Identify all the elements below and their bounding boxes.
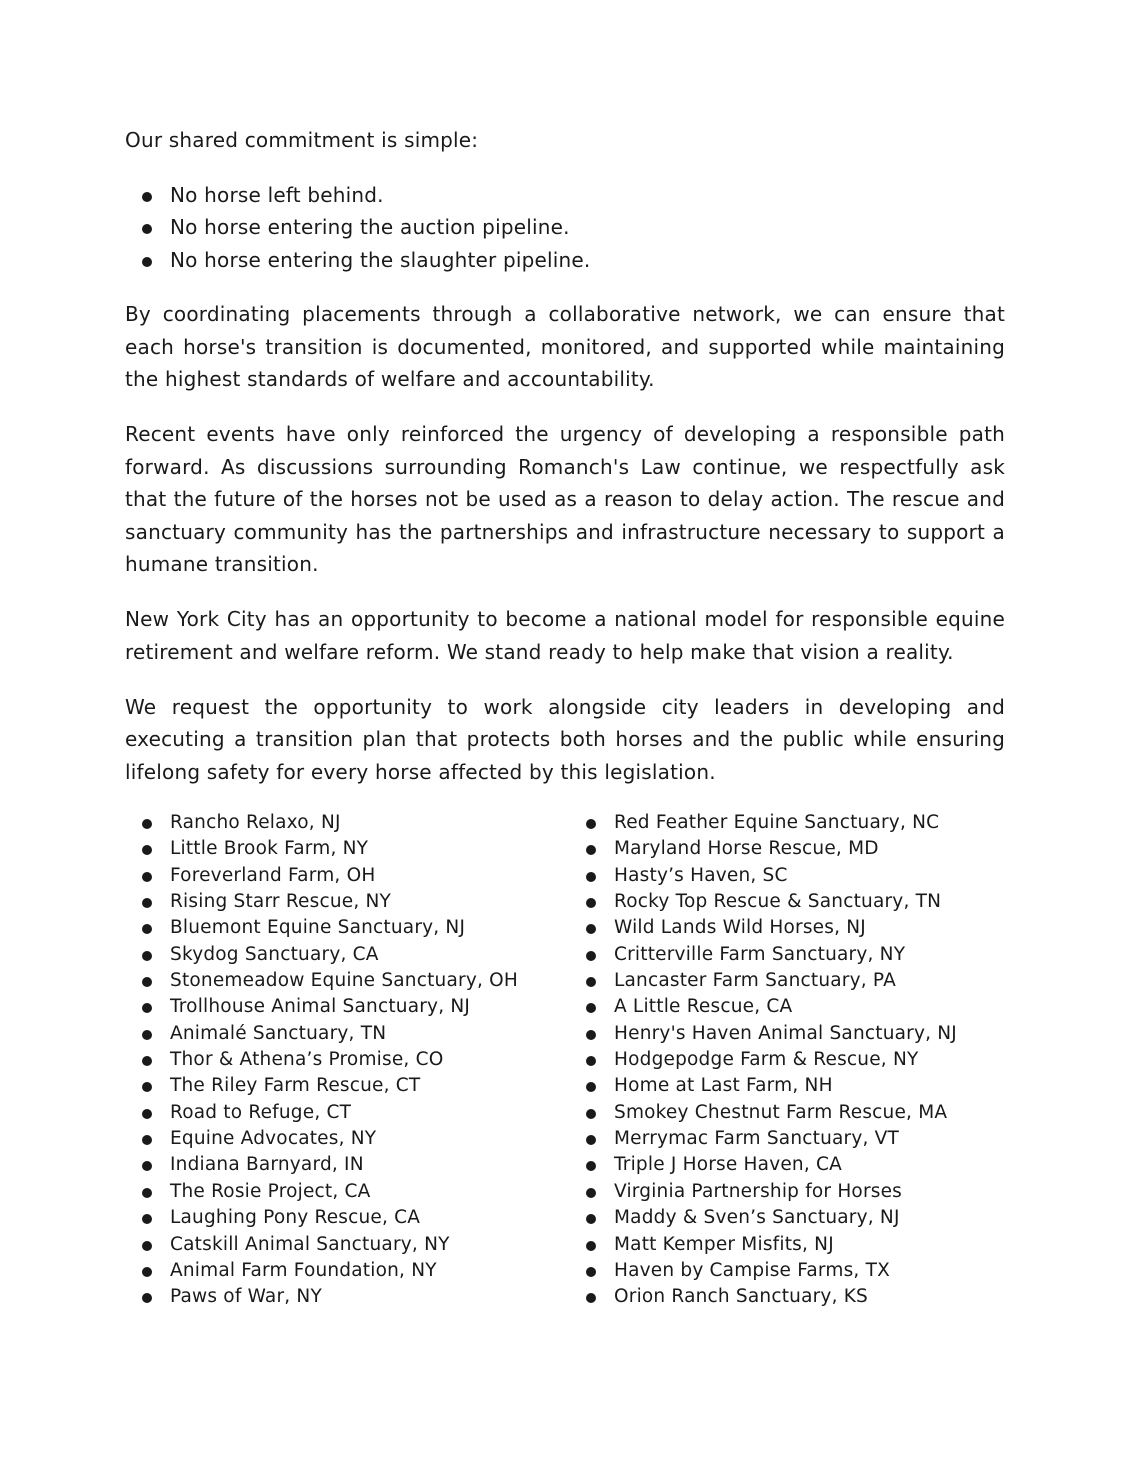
signatory-item xyxy=(569,1021,1005,1047)
signatory-item xyxy=(569,1100,1005,1126)
intro-text: Our shared commitment is simple: xyxy=(125,128,479,152)
signatory-name: Triple J Horse Haven, CA xyxy=(614,1154,842,1176)
signatory-item xyxy=(569,836,1005,862)
bullet-icon xyxy=(586,1109,596,1119)
bullet-icon xyxy=(142,1293,152,1303)
signatory-item xyxy=(569,968,1005,994)
signatory-item xyxy=(569,810,1005,836)
bullet-icon xyxy=(142,872,152,882)
signatory-item xyxy=(569,1205,1005,1231)
signatory-item xyxy=(125,994,545,1020)
signatory-name: Skydog Sanctuary, CA xyxy=(170,943,379,965)
signatory-item xyxy=(125,889,545,915)
signatory-item xyxy=(569,1047,1005,1073)
commitment-item xyxy=(125,179,1005,212)
bullet-icon xyxy=(586,1214,596,1224)
bullet-icon xyxy=(586,819,596,829)
bullet-icon xyxy=(142,1082,152,1092)
bullet-icon xyxy=(142,1267,152,1277)
signatory-name: Haven by Campise Farms, TX xyxy=(614,1259,890,1281)
signatory-item xyxy=(569,942,1005,968)
commitment-text: No horse left behind. xyxy=(170,182,384,207)
bullet-icon xyxy=(142,1003,152,1013)
signatory-name: Stonemeadow Equine Sanctuary, OH xyxy=(170,970,518,992)
signatory-item xyxy=(569,863,1005,889)
signatory-name: Catskill Animal Sanctuary, NY xyxy=(170,1233,450,1255)
signatory-name: Equine Advocates, NY xyxy=(170,1128,377,1150)
signatory-item xyxy=(125,836,545,862)
signatory-name: Rising Starr Rescue, NY xyxy=(170,891,392,913)
signatory-name: Indiana Barnyard, IN xyxy=(170,1154,364,1176)
signatory-name: Maddy & Sven’s Sanctuary, NJ xyxy=(614,1207,900,1229)
signatory-item xyxy=(569,1073,1005,1099)
signatory-name: Merrymac Farm Sanctuary, VT xyxy=(614,1128,900,1150)
bullet-icon xyxy=(586,951,596,961)
bullet-icon xyxy=(142,1135,152,1145)
bullet-icon xyxy=(142,1188,152,1198)
bullet-icon xyxy=(586,1293,596,1303)
signatory-name: Paws of War, NY xyxy=(170,1286,322,1308)
signatory-item xyxy=(125,1073,545,1099)
letter-body xyxy=(125,124,1005,811)
signatory-name: Wild Lands Wild Horses, NJ xyxy=(614,917,866,939)
commitment-text: No horse entering the auction pipeline. xyxy=(170,215,570,239)
signatory-item xyxy=(569,889,1005,915)
signatory-item xyxy=(569,915,1005,941)
signatory-name: Home at Last Farm, NH xyxy=(614,1075,833,1097)
signatory-item xyxy=(125,1179,545,1205)
signatory-name: Orion Ranch Sanctuary, KS xyxy=(614,1286,869,1308)
signatory-item xyxy=(569,1179,1005,1205)
signatory-name: Thor & Athena’s Promise, CO xyxy=(170,1049,444,1071)
paragraph-model: New York City has an opportunity to become a national model for responsible equine retirement and welfare reform. We stand ready to help make that vision a reality. xyxy=(125,607,1005,664)
bullet-icon xyxy=(142,977,152,987)
paragraph-coordination: By coordinating placements through a collaborative network, we can ensure that each horse's transition is documented, monitored, and supported while maintaining the highest standards of welfare and accountability. xyxy=(125,302,1005,391)
bullet-icon xyxy=(586,1056,596,1066)
signatory-item xyxy=(569,1152,1005,1178)
signatory-name: A Little Rescue, CA xyxy=(614,996,793,1018)
bullet-icon xyxy=(586,1003,596,1013)
signatory-name: Virginia Partnership for Horses xyxy=(614,1180,903,1202)
signatory-item xyxy=(125,1100,545,1126)
bullet-icon xyxy=(142,924,152,934)
signatory-name: The Rosie Project, CA xyxy=(170,1180,371,1202)
bullet-icon xyxy=(142,1030,152,1040)
signatory-item xyxy=(125,1126,545,1152)
bullet-icon xyxy=(142,1109,152,1119)
bullet-icon xyxy=(142,1241,152,1251)
bullet-icon xyxy=(142,845,152,855)
commitment-item xyxy=(125,211,1005,244)
signatory-item xyxy=(125,1205,545,1231)
bullet-icon xyxy=(586,1030,596,1040)
signatory-column-left xyxy=(125,810,545,1311)
signatory-item xyxy=(569,1126,1005,1152)
signatory-item xyxy=(125,1284,545,1310)
bullet-icon xyxy=(586,924,596,934)
signatory-item xyxy=(125,1047,545,1073)
signatory-column-right xyxy=(569,810,1005,1311)
bullet-icon xyxy=(142,1161,152,1171)
bullet-icon xyxy=(142,819,152,829)
signatory-item xyxy=(569,1258,1005,1284)
signatory-item xyxy=(125,1152,545,1178)
bullet-icon xyxy=(586,845,596,855)
bullet-icon xyxy=(142,951,152,961)
signatory-name: The Riley Farm Rescue, CT xyxy=(170,1075,421,1097)
signatory-name: Critterville Farm Sanctuary, NY xyxy=(614,943,906,965)
signatory-name: Red Feather Equine Sanctuary, NC xyxy=(614,812,940,833)
signatory-item xyxy=(125,1258,545,1284)
bullet-icon xyxy=(586,1135,596,1145)
signatory-item xyxy=(125,915,545,941)
signatory-name: Henry's Haven Animal Sanctuary, NJ xyxy=(614,1022,957,1044)
bullet-icon xyxy=(142,192,152,202)
signatory-name: Foreverland Farm, OH xyxy=(170,864,376,886)
bullet-icon xyxy=(142,224,152,234)
bullet-icon xyxy=(586,1241,596,1251)
signatory-name: Rancho Relaxo, NJ xyxy=(170,812,341,833)
bullet-icon xyxy=(586,977,596,987)
bullet-icon xyxy=(586,898,596,908)
signatory-name: Animalé Sanctuary, TN xyxy=(170,1022,387,1044)
signatory-name: Rocky Top Rescue & Sanctuary, TN xyxy=(614,891,942,913)
signatory-name: Hodgepodge Farm & Rescue, NY xyxy=(614,1049,919,1071)
bullet-icon xyxy=(586,1161,596,1171)
bullet-icon xyxy=(142,898,152,908)
signatory-name: Hasty’s Haven, SC xyxy=(614,864,788,886)
signatory-item xyxy=(125,810,545,836)
bullet-icon xyxy=(586,1267,596,1277)
signatory-item xyxy=(125,1232,545,1258)
signatory-name: Little Brook Farm, NY xyxy=(170,838,369,860)
signatory-name: Smokey Chestnut Farm Rescue, MA xyxy=(614,1101,948,1123)
signatory-name: Laughing Pony Rescue, CA xyxy=(170,1207,421,1229)
signatory-name: Maryland Horse Rescue, MD xyxy=(614,838,879,860)
bullet-icon xyxy=(586,1188,596,1198)
paragraph-request: We request the opportunity to work alongside city leaders in developing and executing a transition plan that protects both horses and the public while ensuring lifelong safety for every horse affected by this legislation. xyxy=(125,694,1005,784)
signatory-item xyxy=(569,1284,1005,1310)
commitment-list xyxy=(125,179,1005,277)
signatory-item xyxy=(569,994,1005,1020)
signatory-item xyxy=(125,863,545,889)
signatory-name: Road to Refuge, CT xyxy=(170,1101,352,1123)
signatory-name: Bluemont Equine Sanctuary, NJ xyxy=(170,917,466,939)
signatory-item xyxy=(569,1232,1005,1258)
bullet-icon xyxy=(142,257,152,267)
signatory-item xyxy=(125,942,545,968)
signatory-name: Trollhouse Animal Sanctuary, NJ xyxy=(170,996,471,1018)
signatory-name: Lancaster Farm Sanctuary, PA xyxy=(614,970,896,992)
bullet-icon xyxy=(586,872,596,882)
signatory-item xyxy=(125,1021,545,1047)
bullet-icon xyxy=(142,1214,152,1224)
signatory-name: Animal Farm Foundation, NY xyxy=(170,1259,437,1281)
bullet-icon xyxy=(142,1056,152,1066)
commitment-text: No horse entering the slaughter pipeline. xyxy=(170,247,591,272)
signatory-item xyxy=(125,968,545,994)
commitment-item xyxy=(125,244,1005,277)
signatory-name: Matt Kemper Misfits, NJ xyxy=(614,1233,834,1255)
paragraph-urgency: Recent events have only reinforced the urgency of developing a responsible path forward. As discussions surrounding Romanch's Law continue, we respectfully ask that the future of the horses not be used as a reason to delay action. The rescue and sanctuary community has the partnerships and infrastructure necessary to support a humane transition. xyxy=(125,422,1005,576)
bullet-icon xyxy=(586,1082,596,1092)
